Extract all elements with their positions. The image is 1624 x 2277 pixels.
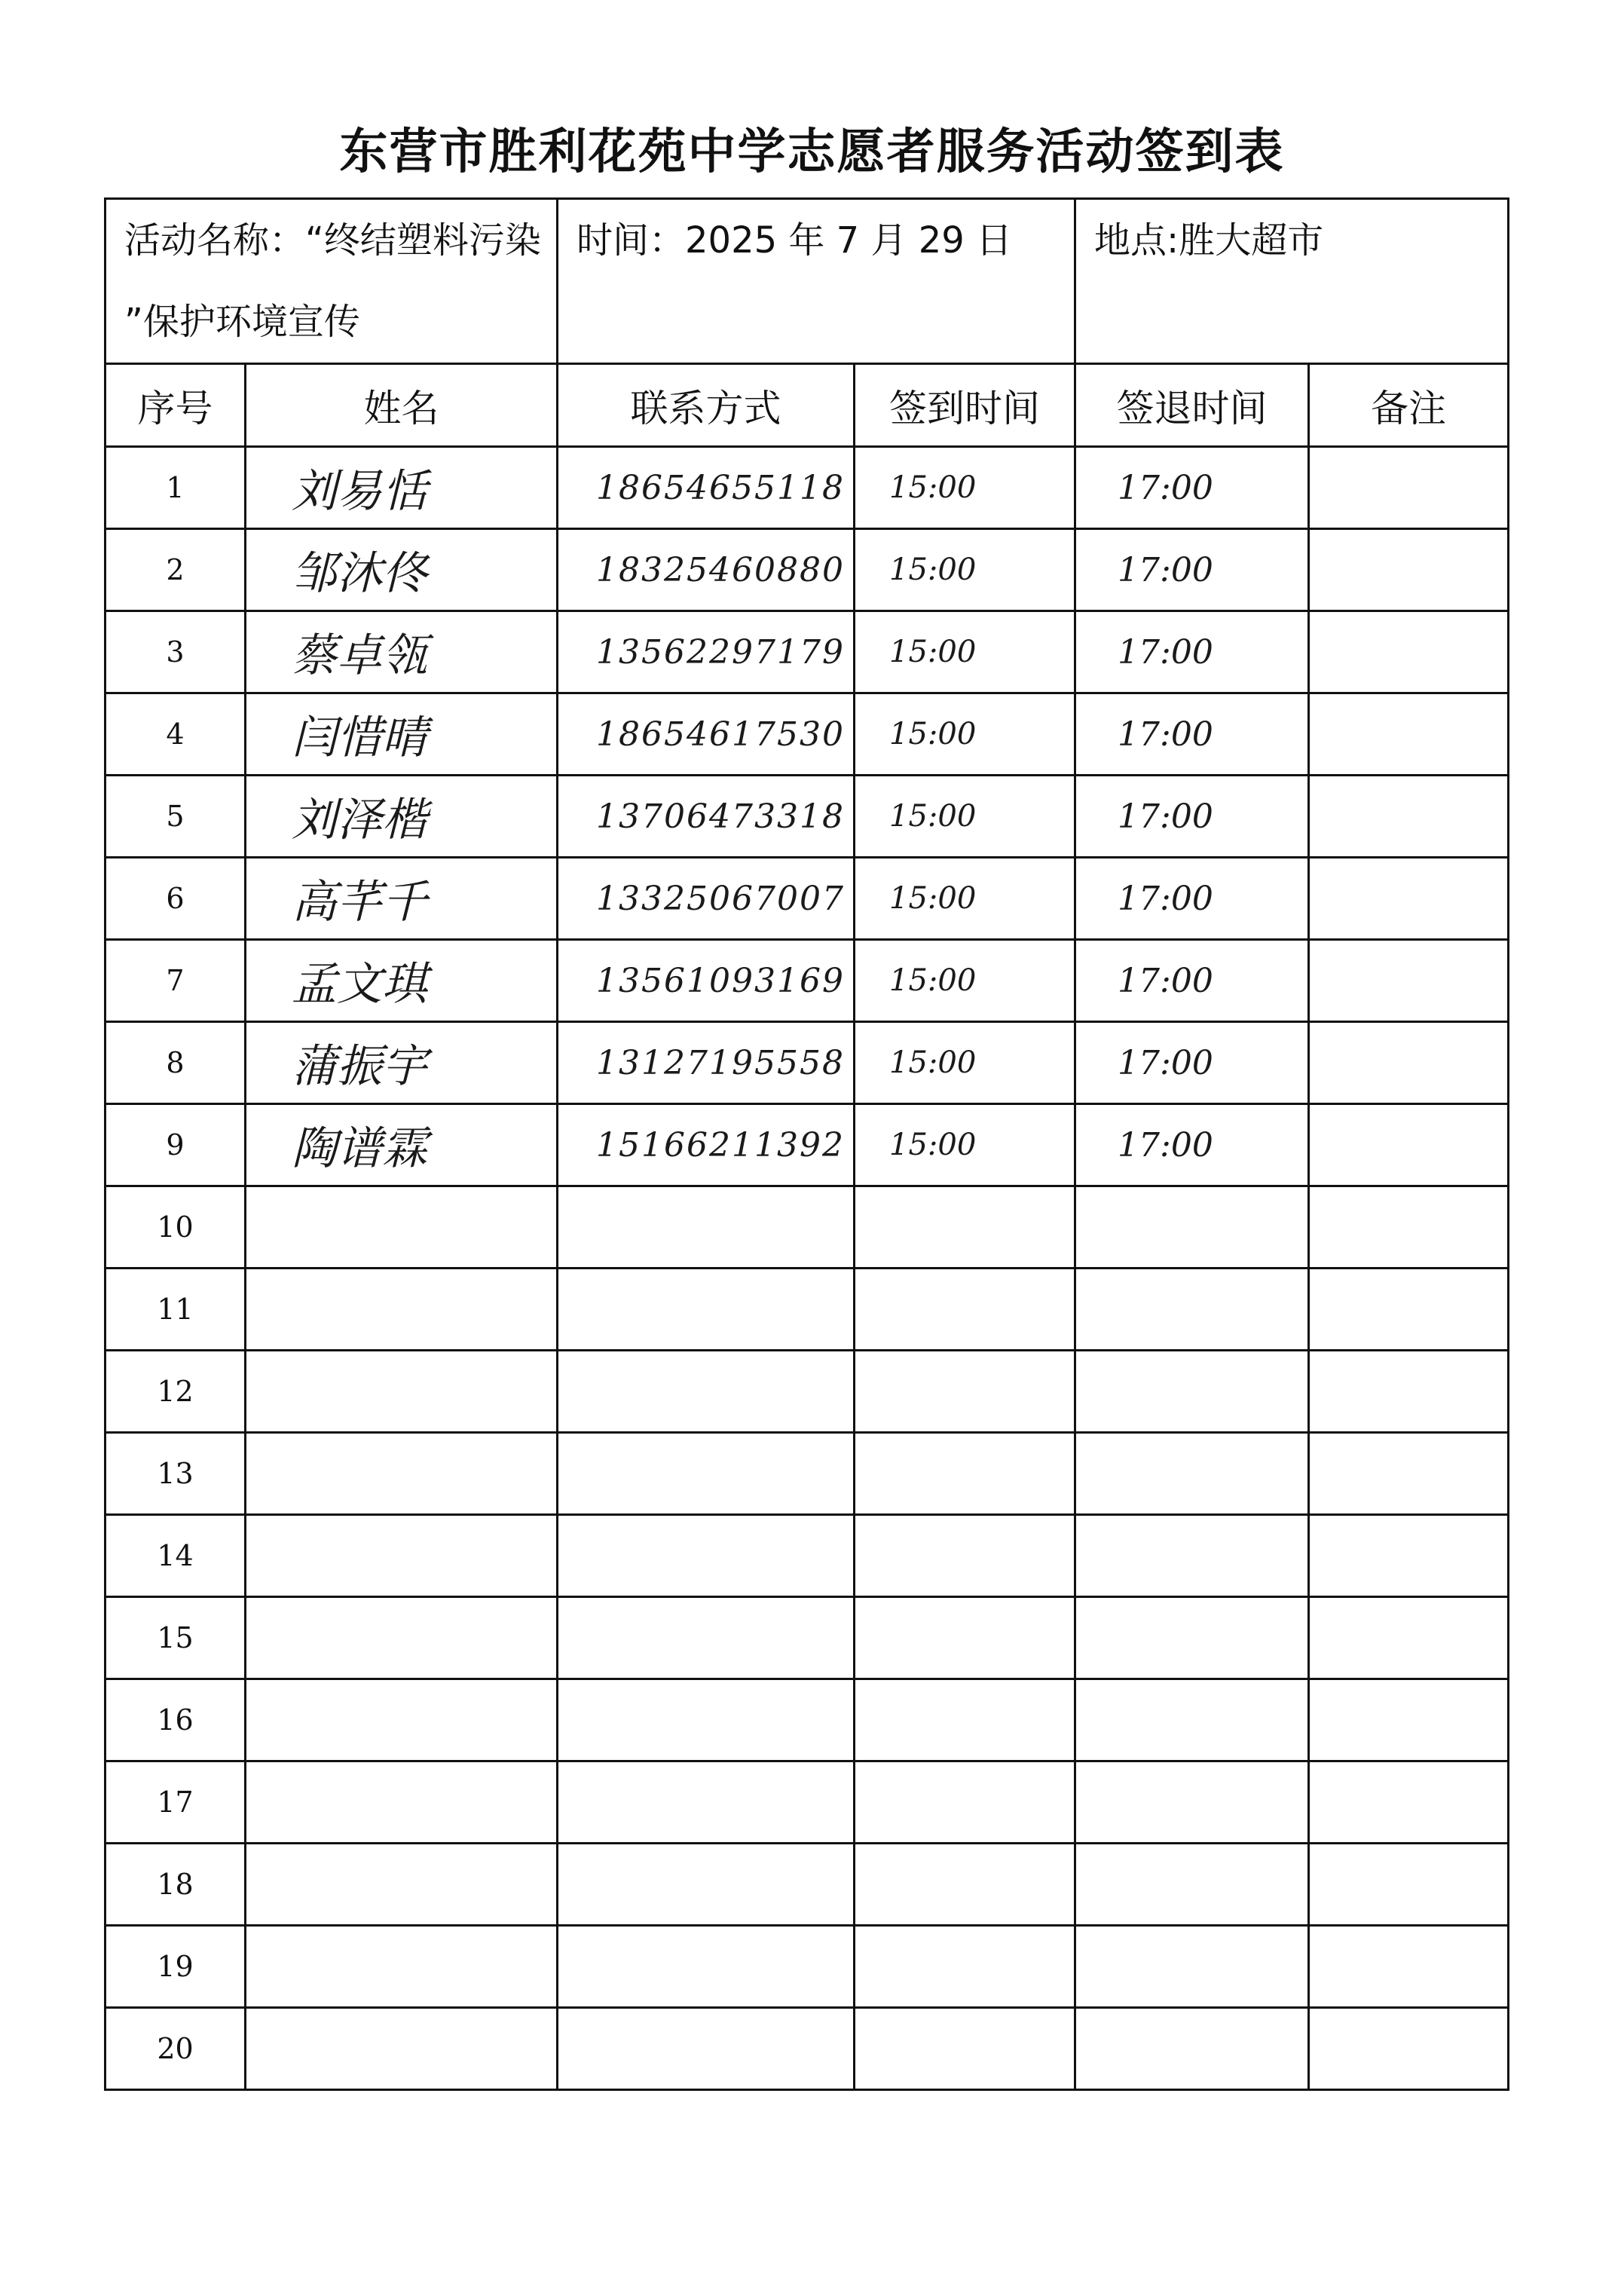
activity-time-cell: [558, 199, 1075, 364]
table-row: [106, 1351, 1509, 1433]
header-contact: 联系方式: [558, 364, 855, 447]
row-seq: 9: [106, 1104, 246, 1186]
row-signin-time: 15:00: [855, 1022, 1075, 1104]
table-row: [106, 1269, 1509, 1351]
row-seq: 15: [106, 1597, 246, 1679]
table-row: [106, 1844, 1509, 1926]
activity-place: 地点:胜大超市: [1094, 219, 1324, 262]
row-name: [246, 1433, 558, 1515]
row-phone: 18654617530: [558, 693, 855, 776]
row-remark: [1309, 1597, 1509, 1679]
row-seq: 18: [106, 1844, 246, 1926]
row-seq: 11: [106, 1269, 246, 1351]
row-remark: [1309, 1104, 1509, 1186]
row-seq: 6: [106, 858, 246, 940]
row-signout-time: [1075, 1269, 1309, 1351]
row-signout-time: 17:00: [1075, 611, 1309, 693]
row-phone: 13561093169: [558, 940, 855, 1022]
row-phone: 13562297179: [558, 611, 855, 693]
row-seq: 7: [106, 940, 246, 1022]
row-name: 刘易恬: [246, 447, 558, 529]
row-signout-time: 17:00: [1075, 776, 1309, 858]
table-row: [106, 1679, 1509, 1761]
row-name: [246, 1679, 558, 1761]
row-signin-time: [855, 2008, 1075, 2090]
row-name: 刘泽楷: [246, 776, 558, 858]
header-name: 姓名: [246, 364, 558, 447]
row-remark: [1309, 1679, 1509, 1761]
row-name: [246, 1761, 558, 1844]
row-signout-time: [1075, 1761, 1309, 1844]
row-signin-time: 15:00: [855, 940, 1075, 1022]
row-phone: 13127195558: [558, 1022, 855, 1104]
row-phone: 18654655118: [558, 447, 855, 529]
row-remark: [1309, 1269, 1509, 1351]
row-name: [246, 1597, 558, 1679]
row-signin-time: 15:00: [855, 529, 1075, 611]
activity-time: 时间：2025 年 7 月 29 日: [577, 219, 1013, 262]
row-signout-time: [1075, 1433, 1309, 1515]
row-name: 蒲振宇: [246, 1022, 558, 1104]
row-seq: 12: [106, 1351, 246, 1433]
table-row: [106, 611, 1509, 693]
row-name: 陶谱霖: [246, 1104, 558, 1186]
row-name: 邹沐佟: [246, 529, 558, 611]
row-signout-time: 17:00: [1075, 940, 1309, 1022]
row-signin-time: 15:00: [855, 447, 1075, 529]
row-name: 孟文琪: [246, 940, 558, 1022]
header-signout-time: 签退时间: [1075, 364, 1309, 447]
row-signin-time: [855, 1844, 1075, 1926]
row-signout-time: 17:00: [1075, 447, 1309, 529]
row-remark: [1309, 447, 1509, 529]
row-name: [246, 1269, 558, 1351]
row-name: [246, 1351, 558, 1433]
row-name: [246, 2008, 558, 2090]
row-name: [246, 1926, 558, 2008]
row-remark: [1309, 1761, 1509, 1844]
row-remark: [1309, 693, 1509, 776]
row-signout-time: 17:00: [1075, 693, 1309, 776]
row-signin-time: 15:00: [855, 776, 1075, 858]
row-phone: [558, 1761, 855, 1844]
row-remark: [1309, 1186, 1509, 1269]
row-signout-time: [1075, 1844, 1309, 1926]
activity-name: 活动名称：“终结塑料污染 ”保护环境宣传: [124, 219, 541, 343]
row-signin-time: [855, 1761, 1075, 1844]
row-seq: 10: [106, 1186, 246, 1269]
row-seq: 16: [106, 1679, 246, 1761]
activity-place-cell: [1075, 199, 1509, 364]
row-signin-time: [855, 1351, 1075, 1433]
row-phone: [558, 2008, 855, 2090]
row-name: 高芊千: [246, 858, 558, 940]
row-phone: 18325460880: [558, 529, 855, 611]
row-name: [246, 1515, 558, 1597]
row-signin-time: 15:00: [855, 858, 1075, 940]
row-phone: 15166211392: [558, 1104, 855, 1186]
row-remark: [1309, 1926, 1509, 2008]
row-remark: [1309, 776, 1509, 858]
row-name: [246, 1186, 558, 1269]
row-phone: [558, 1269, 855, 1351]
row-phone: 13706473318: [558, 776, 855, 858]
row-signin-time: [855, 1679, 1075, 1761]
row-phone: [558, 1679, 855, 1761]
row-seq: 1: [106, 447, 246, 529]
row-signout-time: 17:00: [1075, 1104, 1309, 1186]
row-remark: [1309, 940, 1509, 1022]
table-row: [106, 940, 1509, 1022]
row-remark: [1309, 1844, 1509, 1926]
row-name: 闫惜晴: [246, 693, 558, 776]
row-signin-time: [855, 1926, 1075, 2008]
row-signout-time: [1075, 1926, 1309, 2008]
row-phone: 13325067007: [558, 858, 855, 940]
row-signout-time: [1075, 1679, 1309, 1761]
row-signout-time: [1075, 1515, 1309, 1597]
row-signout-time: 17:00: [1075, 1022, 1309, 1104]
row-seq: 4: [106, 693, 246, 776]
table-row: [106, 1022, 1509, 1104]
row-signout-time: 17:00: [1075, 529, 1309, 611]
row-phone: [558, 1351, 855, 1433]
header-row: [106, 364, 1509, 447]
row-seq: 20: [106, 2008, 246, 2090]
table-row: [106, 693, 1509, 776]
table-row: [106, 776, 1509, 858]
row-remark: [1309, 1022, 1509, 1104]
row-seq: 5: [106, 776, 246, 858]
table-row: [106, 1515, 1509, 1597]
row-seq: 14: [106, 1515, 246, 1597]
activity-info-row: [106, 199, 1509, 364]
row-phone: [558, 1186, 855, 1269]
row-seq: 3: [106, 611, 246, 693]
table-row: [106, 1104, 1509, 1186]
table-row: [106, 529, 1509, 611]
row-remark: [1309, 529, 1509, 611]
row-name: [246, 1844, 558, 1926]
row-seq: 13: [106, 1433, 246, 1515]
row-remark: [1309, 1515, 1509, 1597]
row-phone: [558, 1433, 855, 1515]
row-seq: 19: [106, 1926, 246, 2008]
table-row: [106, 1761, 1509, 1844]
table-row: [106, 447, 1509, 529]
header-signin-time: 签到时间: [855, 364, 1075, 447]
table-row: [106, 1597, 1509, 1679]
row-remark: [1309, 2008, 1509, 2090]
row-phone: [558, 1515, 855, 1597]
row-signout-time: [1075, 1597, 1309, 1679]
row-signout-time: [1075, 1351, 1309, 1433]
row-signin-time: 15:00: [855, 611, 1075, 693]
row-phone: [558, 1844, 855, 1926]
table-row: [106, 858, 1509, 940]
row-signout-time: 17:00: [1075, 858, 1309, 940]
row-seq: 2: [106, 529, 246, 611]
header-remark: 备注: [1309, 364, 1509, 447]
row-remark: [1309, 858, 1509, 940]
row-signin-time: 15:00: [855, 693, 1075, 776]
row-signin-time: [855, 1515, 1075, 1597]
row-phone: [558, 1597, 855, 1679]
row-seq: 8: [106, 1022, 246, 1104]
row-signin-time: [855, 1597, 1075, 1679]
row-phone: [558, 1926, 855, 2008]
row-remark: [1309, 611, 1509, 693]
row-signout-time: [1075, 2008, 1309, 2090]
signin-sheet: [104, 197, 1507, 2097]
header-seq: 序号: [106, 364, 246, 447]
row-signin-time: [855, 1433, 1075, 1515]
activity-name-cell: [106, 199, 558, 364]
row-signin-time: 15:00: [855, 1104, 1075, 1186]
table-row: [106, 1926, 1509, 2008]
table-row: [106, 1433, 1509, 1515]
signin-table: [104, 197, 1509, 2091]
row-remark: [1309, 1433, 1509, 1515]
page-title: 东营市胜利花苑中学志愿者服务活动签到表: [339, 124, 1285, 180]
table-row: [106, 2008, 1509, 2090]
row-signout-time: [1075, 1186, 1309, 1269]
table-row: [106, 1186, 1509, 1269]
row-signin-time: [855, 1186, 1075, 1269]
row-signin-time: [855, 1269, 1075, 1351]
row-name: 蔡卓瓴: [246, 611, 558, 693]
row-remark: [1309, 1351, 1509, 1433]
row-seq: 17: [106, 1761, 246, 1844]
